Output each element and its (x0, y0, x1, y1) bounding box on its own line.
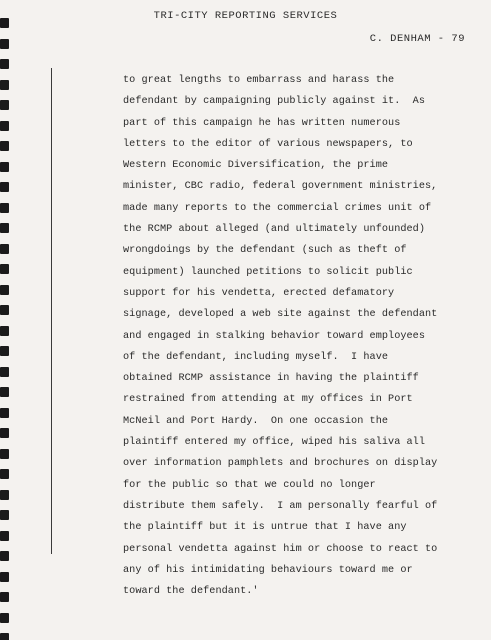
page-label: C. DENHAM - 79 (369, 33, 465, 45)
text-line: the plaintiff but it is untrue that I have any (123, 522, 407, 534)
text-line: McNeil and Port Hardy. On one occasion the (123, 415, 389, 427)
text-line: personal vendetta against him or choose to react to (123, 543, 438, 555)
binding-hole (0, 510, 9, 520)
reporter-header: TRI-CITY REPORTING SERVICES (153, 10, 338, 22)
binding-hole (0, 285, 9, 295)
text-line: plaintiff entered my office, wiped his saliva all (123, 437, 426, 449)
text-line: made many reports to the commercial crimes unit of (123, 202, 432, 214)
binding-hole (0, 551, 9, 561)
text-line: part of this campaign he has written numerous (123, 117, 401, 129)
binding-hole (0, 531, 9, 541)
binding-hole (0, 100, 9, 110)
binding-hole (0, 141, 9, 151)
text-line: toward the defendant.' (123, 586, 259, 598)
binding-hole (0, 39, 9, 49)
text-line: to great lengths to embarrass and harass the (123, 75, 395, 86)
binding-hole (0, 449, 9, 459)
binding-hole (0, 326, 9, 336)
binding-hole (0, 469, 9, 479)
text-line: signage, developed a web site against the defendant (123, 309, 438, 321)
margin-rule (51, 68, 52, 554)
text-line: and engaged in stalking behavior toward employees (123, 330, 426, 342)
text-line: equipment) launched petitions to solicit public (123, 266, 413, 278)
text-line: of the defendant, including myself. I have (123, 351, 389, 363)
text-line: restrained from attending at my offices in Port (123, 394, 413, 406)
binding-hole (0, 264, 9, 274)
text-line: minister, CBC radio, federal government ministries, (123, 181, 438, 193)
binding-hole (0, 203, 9, 213)
text-line: Western Economic Diversification, the prime (123, 160, 389, 172)
text-line: wrongdoings by the defendant (such as theft of (123, 245, 407, 257)
binding-hole (0, 428, 9, 438)
binding-hole (0, 572, 9, 582)
text-line: distribute them safely. I am personally fearful of (123, 500, 438, 512)
bleed-through (88, 96, 90, 97)
binding-hole (0, 592, 9, 602)
binding-hole (0, 613, 9, 623)
text-line: letters to the editor of various newspapers, to (123, 138, 413, 150)
binding-hole (0, 305, 9, 315)
binding-hole (0, 387, 9, 397)
binding-hole (0, 367, 9, 377)
binding-hole (0, 121, 9, 131)
text-line: obtained RCMP assistance in having the plaintiff (123, 373, 419, 385)
binding-hole (0, 80, 9, 90)
text-line: over information pamphlets and brochures on display (123, 458, 438, 470)
text-line: support for his vendetta, erected defamatory (123, 287, 395, 299)
text-line: the RCMP about alleged (and ultimately unfounded) (123, 224, 426, 236)
binding-hole (0, 244, 9, 254)
text-line: any of his intimidating behaviours toward me or (123, 564, 413, 576)
text-line: for the public so that we could no longer (123, 479, 376, 491)
binding-hole (0, 223, 9, 233)
binding-hole (0, 59, 9, 69)
binding-hole (0, 346, 9, 356)
binding-holes (0, 0, 10, 640)
binding-hole (0, 162, 9, 172)
binding-hole (0, 490, 9, 500)
binding-hole (0, 408, 9, 418)
binding-hole (0, 182, 9, 192)
text-line: defendant by campaigning publicly against it. As (123, 96, 426, 108)
transcript-body (123, 70, 437, 602)
binding-hole (0, 633, 9, 640)
